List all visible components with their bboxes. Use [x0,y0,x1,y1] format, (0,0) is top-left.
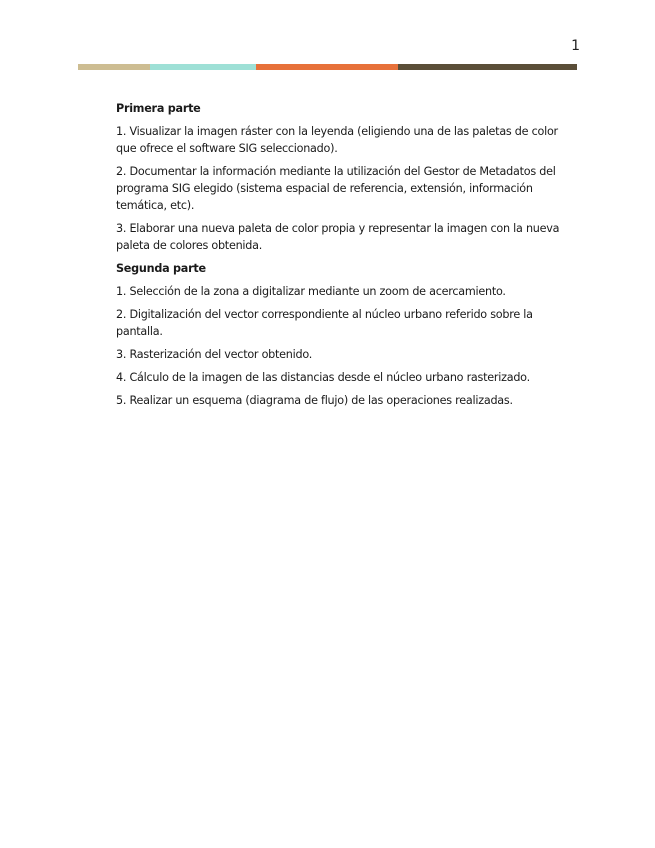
section-primera-parte [116,100,571,254]
list-item: 3. Rasterización del vector obtenido. [116,348,313,361]
document-body [116,100,571,415]
section-heading: Primera parte [116,102,201,115]
color-bar-segment-1 [78,64,150,70]
color-bar-segment-4 [398,64,577,70]
list-item: 5. Realizar un esquema (diagrama de flujo) de las operaciones realizadas. [116,394,513,407]
list-item: 2. Digitalización del vector correspondiente al núcleo urbano referido sobre la pantalla. [116,308,533,338]
list-item: 2. Documentar la información mediante la utilización del Gestor de Metadatos del programa SIG elegido (sistema espacial de referencia, extensión, información temática, etc). [116,165,556,212]
list-item: 1. Selección de la zona a digitalizar mediante un zoom de acercamiento. [116,285,506,298]
section-segunda-parte [116,260,571,409]
list-item: 1. Visualizar la imagen ráster con la leyenda (eligiendo una de las paletas de color que ofrece el software SIG seleccionado). [116,125,558,155]
page-number: 1 [571,38,580,54]
list-item: 4. Cálculo de la imagen de las distancias desde el núcleo urbano rasterizado. [116,371,530,384]
color-bar-segment-2 [150,64,256,70]
color-bar-segment-3 [256,64,398,70]
header-color-bar [78,64,577,70]
section-heading: Segunda parte [116,262,206,275]
list-item: 3. Elaborar una nueva paleta de color propia y representar la imagen con la nueva paleta de colores obtenida. [116,222,560,252]
